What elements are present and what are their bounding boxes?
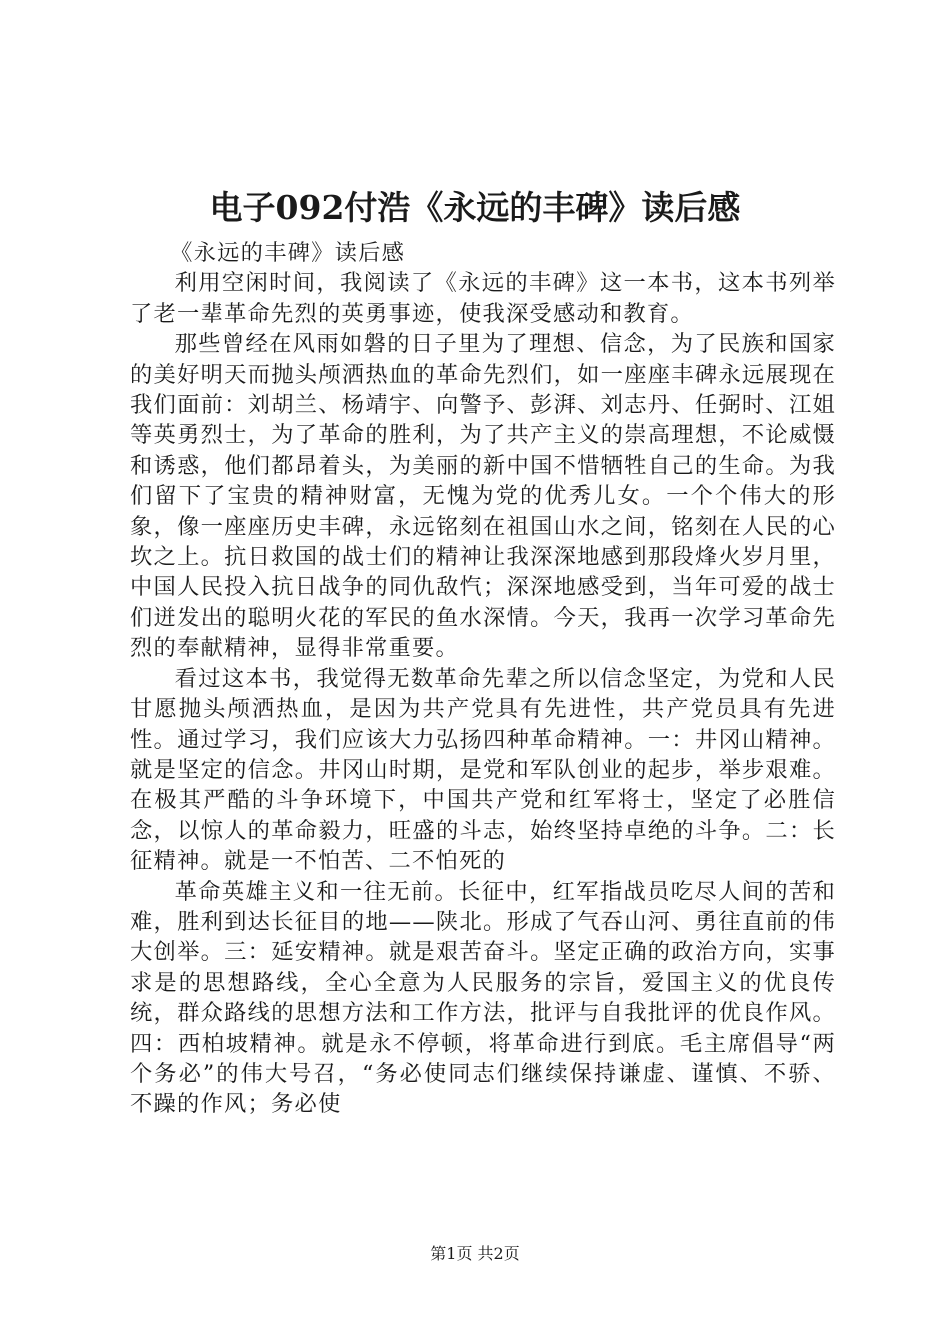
document-title: 电子092付浩《永远的丰碑》读后感 bbox=[209, 188, 741, 227]
paragraph: 利用空闲时间，我阅读了《永远的丰碑》这一本书，这本书列举了老一辈革命先烈的英勇事迹，使我深受感动和教育。 bbox=[130, 270, 836, 327]
page-number-footer: 第1页 共2页 bbox=[430, 1244, 520, 1263]
document-subtitle: 《永远的丰碑》读后感 bbox=[170, 240, 406, 266]
paragraph: 革命英雄主义和一往无前。长征中，红军指战员吃尽人间的苦和难，胜利到达长征目的地——陕北。形成了气吞山河、勇往直前的伟大创举。三：延安精神。就是艰苦奋斗。坚定正确的政治方向，实事求是的思想路线，全心全意为人民服务的宗旨，爱国主义的优良传统，群众路线的思想方法和工作方法，批评与自我批评的优良作风。四：西柏坡精神。就是永不停顿，将革命进行到底。毛主席倡导“两个务必”的伟大号召，“务必使同志们继续保持谦虚、谨慎、不骄、不躁的作风；务必使 bbox=[130, 878, 836, 1118]
document-body bbox=[130, 238, 836, 1120]
paragraph: 看过这本书，我觉得无数革命先辈之所以信念坚定，为党和人民甘愿抛头颅洒热血，是因为共产党具有先进性，共产党员具有先进性。通过学习，我们应该大力弘扬四种革命精神。一：井冈山精神。就是坚定的信念。井冈山时期，是党和军队创业的起步，举步艰难。在极其严酷的斗争环境下，中国共产党和红军将士，坚定了必胜信念，以惊人的革命毅力，旺盛的斗志，始终坚持卓绝的斗争。二：长征精神。就是一不怕苦、二不怕死的 bbox=[130, 665, 836, 875]
paragraph: 那些曾经在风雨如磐的日子里为了理想、信念，为了民族和国家的美好明天而抛头颅洒热血的革命先烈们，如一座座丰碑永远展现在我们面前：刘胡兰、杨靖宇、向警予、彭湃、刘志丹、任弼时、江姐等英勇烈士，为了革命的胜利，为了共产主义的崇高理想，不论威慑和诱惑，他们都昂着头，为美丽的新中国不惜牺牲自己的生命。为我们留下了宝贵的精神财富，无愧为党的优秀儿女。一个个伟大的形象，像一座座历史丰碑，永远铭刻在祖国山水之间，铭刻在人民的心坎之上。抗日救国的战士们的精神让我深深地感到那段烽火岁月里，中国人民投入抗日战争的同仇敌忾；深深地感受到，当年可爱的战士们迸发出的聪明火花的军民的鱼水深情。今天，我再一次学习革命先烈的奉献精神，显得非常重要。 bbox=[130, 331, 836, 662]
